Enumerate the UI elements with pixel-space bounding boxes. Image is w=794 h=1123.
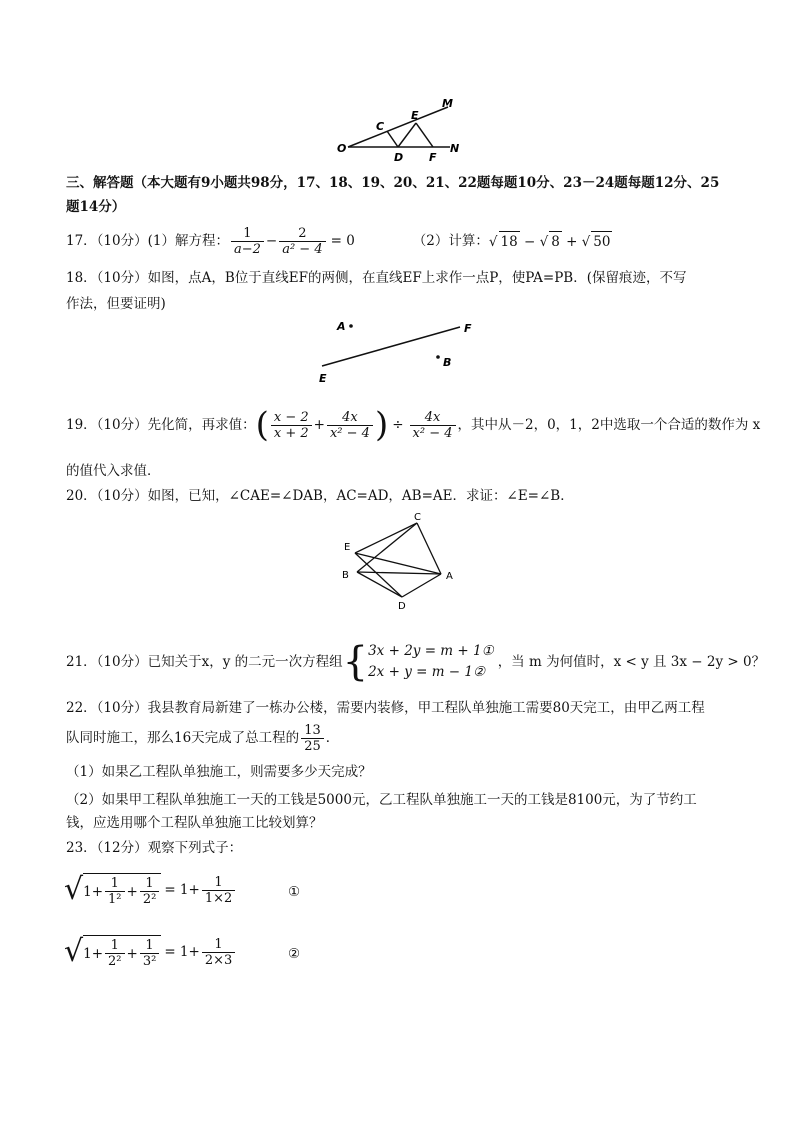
q17-sqrt3: 50 [591,231,612,252]
fig18-label-f: F [464,322,472,335]
q23-e2-frac-b-num: 1 [140,938,159,954]
q23-e1-radicand [83,873,161,907]
q22-sub2-line1: （2）如果甲工程队单独施工一天的工钱是5000元，乙工程队单独施工一天的工钱是8100元，为了节约工 [66,792,697,808]
label-c: C [376,120,385,133]
label-n: N [450,142,460,155]
q19-frac2-num: 4x [327,410,373,426]
q23-intro: 23．（12分）观察下列式子： [66,840,243,856]
q23-e2-mark: ② [288,946,301,962]
q23-e1-one: 1+ [83,883,104,900]
q19-frac2 [327,410,373,441]
q17-frac1 [231,226,264,257]
q17-sqrt2: 8 [549,231,562,252]
label-m: M [442,97,453,110]
q17-part2: （2）计算： [412,233,489,249]
q21-system [368,641,494,683]
q22-frac-den: 25 [304,738,321,754]
label-d: D [394,151,404,164]
q19-frac3-den: x² − 4 [412,425,453,441]
q23-e2-frac-c [202,937,235,968]
fig20-label-b: B [342,570,349,581]
q21-eq1: 3x + 2y = m + 1① [368,643,494,659]
q17-frac2 [279,226,325,257]
label-o: O [337,142,347,155]
q20-text: 20．（10分）如图，已知，∠CAE=∠DAB，AC=AD，AB=AE．求证：∠E=∠B． [66,488,574,504]
q23-e1-frac-c-num: 1 [202,875,235,891]
q19-frac1-num: x − 2 [271,410,312,426]
q23-e1-frac-a-num: 1 [105,876,124,892]
q19-frac1 [271,410,312,441]
seg-ab [357,572,441,574]
q22-sub1: （1）如果乙工程队单独施工，则需要多少天完成？ [66,764,372,780]
q23-e1-frac-b [140,876,159,907]
q17-frac2-den: a² − 4 [282,241,323,257]
q23-e2-frac-c-num: 1 [202,937,235,953]
q17-frac1-den: a−2 [233,241,261,257]
q18-line1: 18．（10分）如图，点A，B位于直线EF的两侧，在直线EF上求作一点P，使PA=PB．(保留痕迹，不写 [66,270,687,286]
point-a [349,324,353,328]
q23-e1-mark: ① [288,884,301,900]
figure-angle-zigzag [330,95,470,165]
segment-cd [387,131,398,147]
fig18-label-b: B [443,356,452,369]
q19-rparen: ) [374,405,389,445]
q19-frac3-num: 4x [410,410,456,426]
figure-line-ef [310,316,485,388]
fig20-label-c: C [414,512,421,523]
q23-e1-frac-a-den: 1² [108,892,122,907]
q23-e1-rhs: = 1+ [164,882,200,898]
q23-e2-radical: √ [64,934,84,969]
q22-frac-num: 13 [301,723,324,739]
fig20-label-a: A [446,571,453,582]
q23-e2-plus: + [126,945,138,962]
label-f: F [429,151,437,164]
q23-e1-frac-c [202,875,235,906]
q19-frac2-den: x² − 4 [329,425,370,441]
q17-minus: − [265,233,278,249]
q19-suffix: ，其中从－2，0，1，2中选取一个合适的数作为 x [457,417,761,433]
q23-e2-frac-a [105,938,124,969]
q19-frac1-den: x + 2 [273,425,309,441]
q23-e2-frac-b [140,938,159,969]
q23-expr1 [64,868,237,912]
q23-e1-frac-a [105,876,124,907]
fig18-label-a: A [337,320,346,333]
section3-heading-line2: 题14分） [66,199,126,215]
seg-ad [402,574,441,597]
q19-div: ÷ [392,417,404,433]
label-e: E [411,109,419,122]
segment-ef [416,123,433,147]
q17-frac2-num: 2 [279,226,325,242]
fig20-label-e: E [344,542,351,553]
section3-heading-line1: 三、解答题（本大题有9小题共98分，17、18、19、20、21、22题每题10分、23－24题每题12分、25 [66,175,720,191]
fig20-label-d: D [398,601,406,610]
q19-lparen: ( [255,405,269,445]
q19-prefix: 19．（10分）先化简，再求值： [66,417,256,433]
q22-line2-suffix: ． [325,730,340,746]
q23-e2-frac-b-den: 3² [142,954,157,969]
q19-frac3 [410,410,456,441]
q19-plus: + [313,417,325,433]
q18-line2: 作法，但要证明) [66,296,166,312]
ray-om [348,107,448,147]
fig18-label-e: E [319,372,327,385]
q22-sub2-line2: 钱，应选用哪个工程队单独施工比较划算？ [66,815,323,831]
q17-sqrt-expr: √ 18 − √ 8 + √ 50 [489,231,613,252]
q17-eq: = 0 [330,233,355,249]
q21 [66,640,765,684]
q23-e2-frac-a-den: 2² [108,954,122,969]
q21-prefix: 21．（10分）已知关于x，y 的二元一次方程组 [66,654,343,670]
q19 [66,404,760,446]
q22-line2-prefix: 队同时施工，那么16天完成了总工程的 [66,730,300,746]
q21-suffix: ，当 m 为何值时，x < y 且 3x − 2y > 0？ [497,654,766,670]
point-b [436,355,440,359]
q17 [66,223,612,259]
q23-e1-frac-c-den: 1×2 [204,890,233,906]
q17-sqrt1: 18 [499,231,520,252]
q23-e2-rhs: = 1+ [164,944,200,960]
seg-ac [417,523,441,574]
q17-frac1-num: 1 [231,226,264,242]
q17-prefix: 17．（10分）(1）解方程： [66,233,229,249]
q23-e1-frac-b-den: 2² [142,892,157,907]
q23-e1-frac-b-num: 1 [140,876,159,892]
q23-e2-frac-a-num: 1 [105,938,124,954]
q23-e2-frac-c-den: 2×3 [204,952,233,968]
q22-frac [301,723,324,754]
q23-e1-radical: √ [64,872,84,907]
q21-brace: { [342,639,369,685]
q21-eq2: 2x + y = m − 1② [368,664,486,680]
figure-triangles [335,510,465,610]
q23-e2-radicand [83,935,161,969]
q22-line1: 22．（10分）我县教育局新建了一栋办公楼，需要内装修，甲工程队单独施工需要80天完工，由甲乙两工程 [66,700,705,716]
q23-e1-plus: + [126,883,138,900]
q22-line2 [66,720,339,756]
q19-line2: 的值代入求值． [66,463,161,479]
q23-e2-one: 1+ [83,945,104,962]
q23-expr2 [64,930,237,974]
